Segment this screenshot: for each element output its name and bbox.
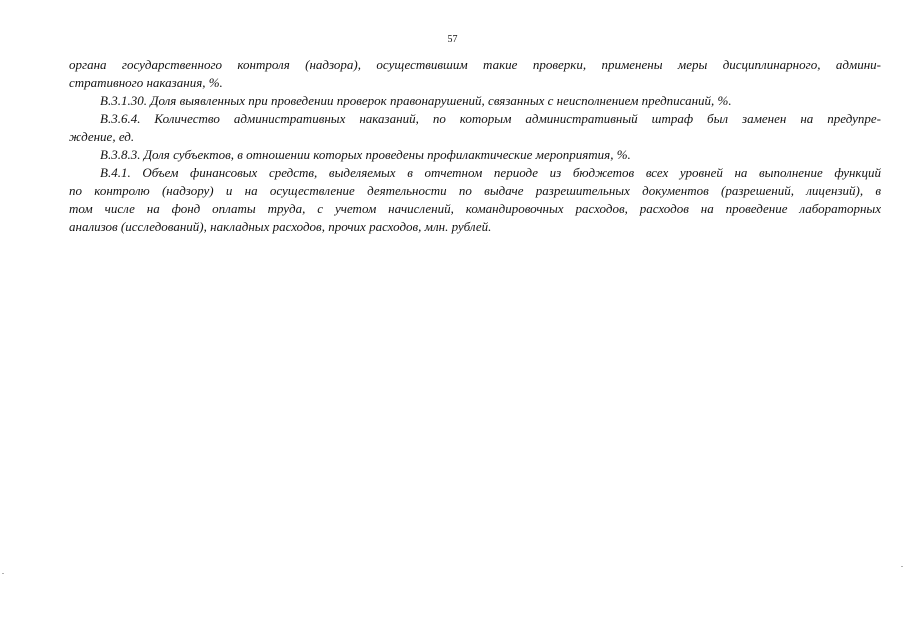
document-body	[69, 56, 881, 236]
scan-edge-mark	[901, 566, 903, 567]
page-number: 57	[447, 34, 458, 45]
paragraph-continuation	[69, 56, 881, 92]
text-line: стративного наказания, %.	[69, 75, 223, 90]
paragraph-v-3-8-3	[69, 146, 881, 164]
text-line: В.3.6.4. Количество административных наказаний, по которым административный штраф был заменен на предупре-	[100, 111, 881, 126]
text-line: анализов (исследований), накладных расходов, прочих расходов, млн. рублей.	[69, 219, 492, 234]
text-line: том числе на фонд оплаты труда, с учетом начислений, командировочных расходов, расходов на проведение лабораторных	[69, 201, 881, 216]
paragraph-v-4-1	[69, 164, 881, 236]
text-line: ждение, ед.	[69, 129, 135, 144]
text-line: В.3.1.30. Доля выявленных при проведении проверок правонарушений, связанных с неисполнением предписаний, %.	[100, 93, 732, 108]
text-line: по контролю (надзору) и на осуществление деятельности по выдаче разрешительных документов (разрешений, лицензий), в	[69, 183, 881, 198]
text-line: В.4.1. Объем финансовых средств, выделяемых в отчетном периоде из бюджетов всех уровней на выполнение функций	[100, 165, 881, 180]
paragraph-v-3-1-30	[69, 92, 881, 110]
text-line: органа государственного контроля (надзора), осуществившим такие проверки, применены меры дисциплинарного, админи-	[69, 57, 881, 72]
paragraph-v-3-6-4	[69, 110, 881, 146]
text-line: В.3.8.3. Доля субъектов, в отношении которых проведены профилактические мероприятия, %.	[100, 147, 631, 162]
scan-edge-mark	[2, 573, 4, 574]
